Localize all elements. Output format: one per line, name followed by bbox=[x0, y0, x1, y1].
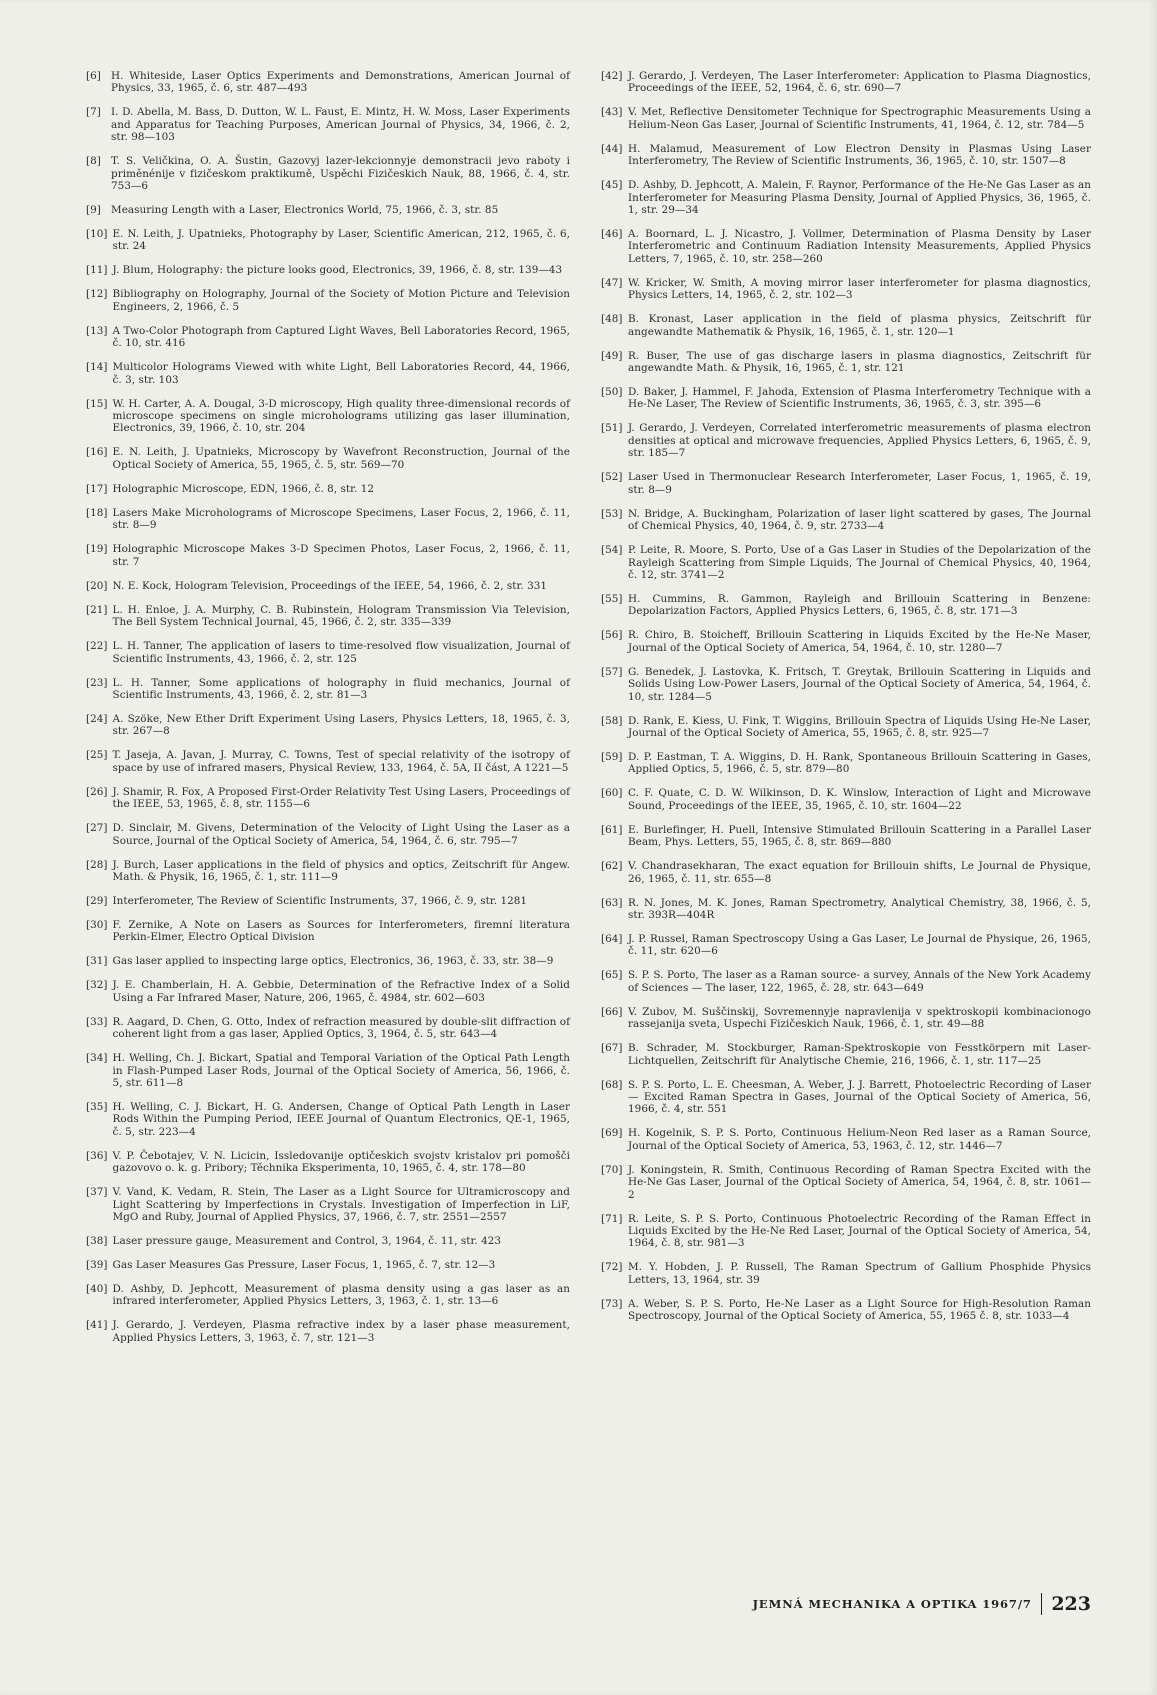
reference-text: B. Schrader, M. Stockburger, Raman-Spektroskopie von Fesstkörpern mit Laser-Lichtquellen, Zeitschrift für Analytische Chemie, 216, 1966, č. 1, str. 117—25 bbox=[628, 1042, 1091, 1067]
reference-entry bbox=[86, 1052, 570, 1089]
reference-number: [12] bbox=[86, 288, 108, 301]
reference-number: [7] bbox=[86, 106, 101, 119]
reference-entry bbox=[86, 228, 570, 253]
reference-text: D. Rank, E. Kiess, U. Fink, T. Wiggins, Brillouin Spectra of Liquids Using He-Ne Laser, Journal of the Optical Society of America, 55, 1965, č. 8, str. 925—7 bbox=[628, 714, 1091, 739]
reference-entry bbox=[86, 640, 570, 665]
reference-entry bbox=[86, 70, 570, 95]
reference-entry bbox=[86, 955, 570, 967]
reference-entry bbox=[601, 629, 1091, 654]
reference-entry bbox=[86, 979, 570, 1004]
reference-entry bbox=[86, 1186, 570, 1223]
reference-number: [21] bbox=[86, 603, 108, 616]
reference-number: [33] bbox=[86, 1015, 108, 1028]
reference-text: J. E. Chamberlain, H. A. Gebbie, Determination of the Refractive Index of a Solid Using a Far Infrared Maser, Nature, 206, 1965, č. 4984, str. 602—603 bbox=[112, 979, 570, 1004]
reference-entry bbox=[601, 751, 1091, 776]
reference-number: [35] bbox=[86, 1100, 108, 1113]
reference-text: J. Gerardo, J. Verdeyen, Correlated interferometric measurements of plasma electron densities at optical and microwave frequencies, Applied Physics Letters, 6, 1965, č. 9, str. 185—7 bbox=[628, 422, 1091, 460]
reference-text: T. S. Veličkina, O. A. Šustin, Gazovyj lazer-lekcionnyje demonstracii jevo raboty i priměnénije v fizičeskom praktikumě, Uspěchi Fizičeskich Nauk, 88, 1966, č. 4, str. 753—6 bbox=[111, 155, 570, 193]
reference-text: L. H. Tanner, The application of lasers to time-resolved flow visualization, Journal of Scientific Instruments, 43, 1966, č. 2, str. 125 bbox=[112, 640, 570, 665]
reference-entry bbox=[86, 895, 570, 907]
reference-entry bbox=[86, 1016, 570, 1041]
reference-text: Holographic Microscope, EDN, 1966, č. 8, str. 12 bbox=[112, 482, 375, 495]
reference-text: H. Welling, Ch. J. Bickart, Spatial and Temporal Variation of the Optical Path Length in Flash-Pumped Laser Rods, Journal of the Optical Society of America, 56, 1966, č. 5, str. 611—8 bbox=[112, 1052, 570, 1089]
reference-number: [10] bbox=[86, 228, 108, 241]
reference-number: [25] bbox=[86, 749, 108, 762]
reference-number: [26] bbox=[86, 785, 108, 798]
reference-text: V. P. Čebotajev, V. N. Licicin, Issledovanije optičeskich svojstv kristalov pri pomošči gazovovo o. k. g. Pribory; Těchnika Eksperimenta, 10, 1965, č. 4, str. 178—80 bbox=[112, 1149, 570, 1175]
reference-text: W. Kricker, W. Smith, A moving mirror laser interferometer for plasma diagnostics, Physics Letters, 14, 1965, č. 2, str. 102—3 bbox=[628, 276, 1091, 302]
reference-entry bbox=[86, 288, 570, 313]
reference-entry bbox=[601, 1127, 1091, 1152]
reference-text: E. Burlefinger, H. Puell, Intensive Stimulated Brillouin Scattering in a Parallel Laser Beam, Phys. Letters, 55, 1965, č. 8, str. 869—880 bbox=[628, 823, 1091, 849]
reference-text: Lasers Make Microholograms of Microscope Specimens, Laser Focus, 2, 1966, č. 11, str. 8—9 bbox=[112, 506, 570, 532]
reference-number: [51] bbox=[601, 422, 623, 435]
reference-text: B. Kronast, Laser application in the field of plasma physics, Zeitschrift für angewandte Mathematik & Physik, 16, 1965, č. 1, str. 120—1 bbox=[628, 313, 1091, 338]
reference-text: R. N. Jones, M. K. Jones, Raman Spectrometry, Analytical Chemistry, 38, 1966, č. 5, str. 393R—404R bbox=[628, 896, 1091, 921]
reference-number: [57] bbox=[601, 665, 623, 678]
reference-text: A. Szöke, New Ether Drift Experiment Using Lasers, Physics Letters, 18, 1965, č. 3, str. 267—8 bbox=[112, 712, 570, 738]
reference-entry bbox=[86, 155, 570, 192]
reference-entry bbox=[86, 786, 570, 811]
reference-number: [17] bbox=[86, 482, 108, 495]
reference-entry bbox=[86, 1319, 570, 1344]
reference-entry bbox=[86, 543, 570, 568]
reference-entry bbox=[601, 106, 1091, 131]
reference-number: [37] bbox=[86, 1186, 108, 1199]
reference-number: [46] bbox=[601, 228, 623, 241]
reference-entry bbox=[86, 398, 570, 435]
reference-text: R. Buser, The use of gas discharge lasers in plasma diagnostics, Zeitschrift für angewandte Math. & Physik, 16, 1965, č. 1, str. 121 bbox=[628, 349, 1091, 375]
reference-text: A Two-Color Photograph from Captured Light Waves, Bell Laboratories Record, 1965, č. 10, str. 416 bbox=[112, 324, 570, 350]
reference-entry bbox=[601, 860, 1091, 885]
reference-number: [36] bbox=[86, 1149, 108, 1162]
reference-number: [41] bbox=[86, 1319, 108, 1332]
reference-text: V. Zubov, M. Suščinskij, Sovremennyje napravlenija v spektroskopii kombinacionogo rassejanija sveta, Uspechi Fizičeskich Nauk, 1966, č. 1, str. 49—88 bbox=[628, 1005, 1091, 1031]
reference-entry bbox=[86, 446, 570, 471]
reference-entry bbox=[86, 106, 570, 143]
reference-text: V. Chandrasekharan, The exact equation for Brillouin shifts, Le Journal de Physique, 26, 1965, č. 11, str. 655—8 bbox=[628, 860, 1091, 885]
reference-number: [13] bbox=[86, 324, 108, 337]
reference-entry bbox=[601, 1261, 1091, 1286]
reference-text: S. P. S. Porto, The laser as a Raman source- a survey, Annals of the New York Academy of Sciences — The laser, 122, 1965, č. 28, str. 643—649 bbox=[628, 969, 1091, 994]
reference-number: [67] bbox=[601, 1042, 623, 1055]
reference-text: J. P. Russel, Raman Spectroscopy Using a Gas Laser, Le Journal de Physique, 26, 1965, č. 11, str. 620—6 bbox=[628, 932, 1091, 958]
reference-number: [59] bbox=[601, 750, 623, 763]
reference-number: [63] bbox=[601, 896, 623, 909]
reference-number: [40] bbox=[86, 1283, 108, 1295]
reference-number: [15] bbox=[86, 397, 108, 410]
reference-number: [56] bbox=[601, 629, 623, 642]
reference-text: Holographic Microscope Makes 3-D Specimen Photos, Laser Focus, 2, 1966, č. 11, str. 7 bbox=[112, 543, 570, 568]
reference-number: [70] bbox=[601, 1163, 623, 1176]
reference-entry bbox=[601, 824, 1091, 849]
reference-entry bbox=[86, 264, 570, 276]
reference-text: P. Leite, R. Moore, S. Porto, Use of a Gas Laser in Studies of the Depolarization of the Rayleigh Scattering from Simple Liquids, The Journal of Chemical Physics, 40, 1964, č. 12, str. 3741—2 bbox=[628, 544, 1091, 581]
reference-number: [54] bbox=[601, 544, 623, 557]
reference-text: F. Zernike, A Note on Lasers as Sources for Interferometers, firemní literatura Perkin-Elmer, Electro Optical Division bbox=[112, 918, 570, 944]
reference-entry bbox=[86, 604, 570, 629]
reference-number: [11] bbox=[86, 264, 108, 277]
reference-text: Gas laser applied to inspecting large optics, Electronics, 36, 1963, č. 33, str. 38—9 bbox=[112, 955, 554, 968]
reference-number: [22] bbox=[86, 640, 108, 653]
reference-number: [16] bbox=[86, 446, 108, 459]
reference-number: [73] bbox=[601, 1297, 623, 1310]
reference-list-left bbox=[86, 70, 570, 1356]
reference-text: Multicolor Holograms Viewed with white Light, Bell Laboratories Record, 44, 1966, č. 3, str. 103 bbox=[112, 361, 570, 386]
footer-divider bbox=[1041, 1593, 1043, 1615]
reference-text: E. N. Leith, J. Upatnieks, Photography by Laser, Scientific American, 212, 1965, č. 6, str. 24 bbox=[112, 228, 570, 253]
reference-number: [27] bbox=[86, 822, 108, 835]
reference-text: H. Malamud, Measurement of Low Electron Density in Plasmas Using Laser Interferometry, The Review of Scientific Instruments, 36, 1965, č. 10, str. 1507—8 bbox=[628, 142, 1091, 168]
reference-entry bbox=[86, 580, 570, 592]
reference-number: [62] bbox=[601, 860, 623, 873]
reference-number: [18] bbox=[86, 506, 108, 519]
reference-number: [72] bbox=[601, 1261, 623, 1274]
reference-number: [60] bbox=[601, 787, 623, 800]
reference-entry bbox=[86, 1259, 570, 1271]
reference-number: [38] bbox=[86, 1235, 108, 1247]
reference-text: H. Kogelnik, S. P. S. Porto, Continuous Helium-Neon Red laser as a Raman Source, Journal of the Optical Society of America, 53, 1963, č. 12, str. 1446—7 bbox=[628, 1127, 1091, 1152]
reference-text: J. Burch, Laser applications in the field of physics and optics, Zeitschrift für Angew. Math. & Physik, 16, 1965, č. 1, str. 111—9 bbox=[112, 858, 570, 883]
reference-number: [69] bbox=[601, 1127, 623, 1140]
reference-number: [58] bbox=[601, 714, 623, 727]
reference-entry bbox=[601, 1164, 1091, 1201]
reference-entry bbox=[601, 350, 1091, 375]
reference-text: R. Leite, S. P. S. Porto, Continuous Photoelectric Recording of the Raman Effect in Liquids Excited by the He-Ne Red Laser, Journal of the Optical Society of America, 54, 1964, č. 8, str. 981—3 bbox=[628, 1212, 1091, 1250]
reference-entry bbox=[601, 593, 1091, 618]
reference-entry bbox=[86, 1101, 570, 1138]
reference-entry bbox=[86, 325, 570, 350]
reference-entry bbox=[86, 204, 570, 216]
reference-entry bbox=[86, 859, 570, 884]
reference-number: [52] bbox=[601, 471, 623, 484]
reference-number: [47] bbox=[601, 276, 623, 289]
reference-text: H. Whiteside, Laser Optics Experiments and Demonstrations, American Journal of Physics, 33, 1965, č. 6, str. 487—493 bbox=[111, 70, 570, 95]
reference-text: D. Sinclair, M. Givens, Determination of the Velocity of Light Using the Laser as a Source, Journal of the Optical Society of America, 54, 1964, č. 6, str. 795—7 bbox=[112, 822, 570, 847]
reference-number: [32] bbox=[86, 979, 108, 992]
reference-number: [6] bbox=[86, 70, 101, 82]
reference-number: [29] bbox=[86, 894, 108, 907]
reference-number: [49] bbox=[601, 349, 623, 362]
reference-entry bbox=[601, 386, 1091, 411]
reference-number: [34] bbox=[86, 1052, 108, 1065]
reference-entry bbox=[601, 544, 1091, 581]
reference-text: Bibliography on Holography, Journal of the Society of Motion Picture and Television Engineers, 2, 1966, č. 5 bbox=[112, 288, 570, 313]
reference-text: Interferometer, The Review of Scientific Instruments, 37, 1966, č. 9, str. 1281 bbox=[112, 894, 528, 907]
reference-entry bbox=[601, 179, 1091, 216]
reference-text: J. Gerardo, J. Verdeyen, Plasma refractive index by a laser phase measurement, Applied Physics Letters, 3, 1963, č. 7, str. 121—3 bbox=[112, 1319, 570, 1344]
reference-text: W. H. Carter, A. A. Dougal, 3-D microscopy, High quality three-dimensional records of microscope specimens on single microholograms utilizing gas laser illumination, Electronics, 39, 1966, č. 10, str. 204 bbox=[112, 397, 570, 435]
reference-text: H. Cummins, R. Gammon, Rayleigh and Brillouin Scattering in Benzene: Depolarization Factors, Applied Physics Letters, 6, 1965, č. 8, str. 171—3 bbox=[628, 592, 1091, 618]
reference-number: [50] bbox=[601, 386, 623, 399]
reference-entry bbox=[601, 897, 1091, 922]
reference-entry bbox=[86, 1150, 570, 1175]
reference-number: [31] bbox=[86, 955, 108, 968]
reference-entry bbox=[601, 1079, 1091, 1116]
page-footer bbox=[753, 1593, 1091, 1615]
reference-entry bbox=[601, 70, 1091, 95]
reference-entry bbox=[86, 1235, 570, 1247]
reference-number: [45] bbox=[601, 179, 623, 192]
reference-entry bbox=[601, 1298, 1091, 1323]
reference-entry bbox=[86, 361, 570, 386]
reference-number: [28] bbox=[86, 858, 108, 871]
reference-number: [68] bbox=[601, 1078, 623, 1091]
reference-text: L. H. Tanner, Some applications of holography in fluid mechanics, Journal of Scientific Instruments, 43, 1966, č. 2, str. 81—3 bbox=[112, 676, 570, 701]
reference-text: L. H. Enloe, J. A. Murphy, C. B. Rubinstein, Hologram Transmission Via Television, The Bell System Technical Journal, 45, 1966, č. 2, str. 335—339 bbox=[112, 603, 570, 629]
reference-entry bbox=[601, 1006, 1091, 1031]
reference-entry bbox=[601, 715, 1091, 740]
reference-text: D. Ashby, D. Jephcott, A. Malein, F. Raynor, Performance of the He-Ne Gas Laser as an Interferometer for Measuring Plasma Density, Journal of Applied Physics, 36, 1965, č. 1, str. 29—34 bbox=[628, 179, 1091, 217]
reference-number: [43] bbox=[601, 106, 623, 119]
reference-entry bbox=[601, 313, 1091, 338]
reference-text: Measuring Length with a Laser, Electronics World, 75, 1966, č. 3, str. 85 bbox=[111, 204, 499, 217]
reference-text: N. Bridge, A. Buckingham, Polarization of laser light scattered by gases, The Journal of Chemical Physics, 40, 1964, č. 9, str. 2733—4 bbox=[628, 507, 1091, 533]
reference-entry bbox=[601, 422, 1091, 459]
reference-text: S. P. S. Porto, L. E. Cheesman, A. Weber, J. J. Barrett, Photoelectric Recording of Laser — Excited Raman Spectra in Gases, Journal of the Optical Society of America, 56, 1966, č. 4, str. 551 bbox=[628, 1078, 1091, 1116]
reference-text: J. Gerardo, J. Verdeyen, The Laser Interferometer: Application to Plasma Diagnostics, Proceedings of the IEEE, 52, 1964, č. 6, str. 690—7 bbox=[628, 70, 1091, 95]
reference-entry bbox=[86, 713, 570, 738]
reference-number: [20] bbox=[86, 579, 108, 592]
reference-number: [9] bbox=[86, 204, 101, 217]
reference-entry bbox=[601, 787, 1091, 812]
reference-entry bbox=[601, 933, 1091, 958]
reference-text: V. Met, Reflective Densitometer Technique for Spectrographic Measurements Using a Helium-Neon Gas Laser, Journal of Scientific Instruments, 41, 1964, č. 12, str. 784—5 bbox=[628, 106, 1091, 131]
reference-text: A. Boornard, L. J. Nicastro, J. Vollmer, Determination of Plasma Density by Laser Interferometric and Continuum Radiation Intensity Measurements, Applied Physics Letters, 7, 1965, č. 10, str. 258—260 bbox=[628, 228, 1091, 265]
reference-text: R. Aagard, D. Chen, G. Otto, Index of refraction measured by double-slit diffraction of coherent light from a gas laser, Applied Optics, 3, 1964, č. 5, str. 643—4 bbox=[112, 1015, 570, 1041]
reference-entry bbox=[601, 969, 1091, 994]
reference-text: Laser pressure gauge, Measurement and Control, 3, 1964, č. 11, str. 423 bbox=[112, 1235, 502, 1247]
reference-entry bbox=[86, 822, 570, 847]
reference-entry bbox=[601, 666, 1091, 703]
reference-entry bbox=[601, 508, 1091, 533]
reference-text: R. Chiro, B. Stoicheff, Brillouin Scattering in Liquids Excited by the He-Ne Maser, Journal of the Optical Society of America, 54, 1964, č. 10, str. 1280—7 bbox=[628, 629, 1091, 654]
reference-number: [53] bbox=[601, 507, 623, 520]
reference-number: [14] bbox=[86, 361, 108, 374]
reference-entry bbox=[601, 471, 1091, 496]
reference-text: E. N. Leith, J. Upatnieks, Microscopy by Wavefront Reconstruction, Journal of the Optical Society of America, 55, 1965, č. 5, str. 569—70 bbox=[112, 446, 570, 471]
reference-number: [24] bbox=[86, 712, 108, 725]
reference-number: [65] bbox=[601, 969, 623, 982]
reference-text: D. Baker, J. Hammel, F. Jahoda, Extension of Plasma Interferometry Technique with a He-Ne Laser, The Review of Scientific Instruments, 36, 1965, č. 3, str. 395—6 bbox=[628, 386, 1091, 411]
reference-number: [30] bbox=[86, 918, 108, 931]
reference-entry bbox=[601, 1042, 1091, 1067]
reference-entry bbox=[601, 143, 1091, 168]
reference-text: V. Vand, K. Vedam, R. Stein, The Laser as a Light Source for Ultramicroscopy and Light Scattering by Imperfections in Crystals. Investigation of Imperfection in LiF, MgO and Ruby, Journal of Applied Physics, 37, 1966, č. 7, str. 2551—2557 bbox=[112, 1186, 570, 1223]
reference-text: T. Jaseja, A. Javan, J. Murray, C. Towns, Test of special relativity of the isotropy of space by use of infrared masers, Physical Review, 133, 1964, č. 5A, II část, A 1221—5 bbox=[112, 749, 570, 774]
reference-number: [19] bbox=[86, 543, 108, 556]
reference-number: [64] bbox=[601, 932, 623, 945]
reference-entry bbox=[601, 277, 1091, 302]
reference-text: Laser Used in Thermonuclear Research Interferometer, Laser Focus, 1, 1965, č. 19, str. 8—9 bbox=[628, 471, 1091, 496]
reference-entry bbox=[601, 1213, 1091, 1250]
reference-text: H. Welling, C. J. Bickart, H. G. Andersen, Change of Optical Path Length in Laser Rods Within the Pumping Period, IEEE Journal of Quantum Electronics, QE-1, 1965, č. 5, str. 223—4 bbox=[112, 1100, 570, 1138]
reference-text: A. Weber, S. P. S. Porto, He-Ne Laser as a Light Source for High-Resolution Raman Spectroscopy, Journal of the Optical Society of America, 55, 1965 č. 8, str. 1033—4 bbox=[628, 1297, 1091, 1323]
reference-number: [42] bbox=[601, 70, 623, 82]
reference-number: [8] bbox=[86, 155, 101, 168]
reference-text: J. Koningstein, R. Smith, Continuous Recording of Raman Spectra Excited with the He-Ne Gas Laser, Journal of the Optical Society of America, 54, 1964, č. 8, str. 1061—2 bbox=[628, 1163, 1091, 1201]
reference-number: [23] bbox=[86, 676, 108, 689]
reference-text: J. Blum, Holography: the picture looks good, Electronics, 39, 1966, č. 8, str. 139—43 bbox=[112, 264, 563, 277]
reference-number: [39] bbox=[86, 1259, 108, 1271]
reference-text: Gas Laser Measures Gas Pressure, Laser Focus, 1, 1965, č. 7, str. 12—3 bbox=[112, 1259, 496, 1271]
reference-entry bbox=[86, 483, 570, 495]
reference-text: N. E. Kock, Hologram Television, Proceedings of the IEEE, 54, 1966, č. 2, str. 331 bbox=[112, 579, 548, 592]
reference-number: [55] bbox=[601, 592, 623, 605]
reference-number: [44] bbox=[601, 142, 623, 155]
reference-number: [66] bbox=[601, 1005, 623, 1018]
reference-text: M. Y. Hobden, J. P. Russell, The Raman Spectrum of Gallium Phosphide Physics Letters, 13, 1964, str. 39 bbox=[628, 1261, 1091, 1286]
reference-number: [61] bbox=[601, 823, 623, 836]
journal-name: JEMNÁ MECHANIKA A OPTIKA 1967/7 bbox=[752, 1597, 1032, 1611]
reference-entry bbox=[86, 677, 570, 702]
reference-entry bbox=[601, 228, 1091, 265]
reference-text: D. P. Eastman, T. A. Wiggins, D. H. Rank, Spontaneous Brillouin Scattering in Gases, Applied Optics, 5, 1966, č. 5, str. 879—80 bbox=[628, 750, 1091, 776]
reference-entry bbox=[86, 507, 570, 532]
reference-entry bbox=[86, 1283, 570, 1308]
reference-entry bbox=[86, 749, 570, 774]
reference-text: I. D. Abella, M. Bass, D. Dutton, W. L. Faust, E. Mintz, H. W. Moss, Laser Experiments and Apparatus for Teaching Purposes, American Journal of Physics, 34, 1966, č. 2, str. 98—103 bbox=[111, 106, 570, 144]
reference-text: G. Benedek, J. Lastovka, K. Fritsch, T. Greytak, Brillouin Scattering in Liquids and Solids Using Low-Power Lasers, Journal of the Optical Society of America, 54, 1964, č. 10, str. 1284—5 bbox=[628, 665, 1091, 703]
reference-text: J. Shamir, R. Fox, A Proposed First-Order Relativity Test Using Lasers, Proceedings of the IEEE, 53, 1965, č. 8, str. 1155—6 bbox=[112, 785, 570, 811]
page-number: 223 bbox=[1051, 1593, 1091, 1615]
reference-text: D. Ashby, D. Jephcott, Measurement of plasma density using a gas laser as an infrared interferometer, Applied Physics Letters, 3, 1963, č. 1, str. 13—6 bbox=[112, 1283, 570, 1308]
reference-number: [71] bbox=[601, 1212, 623, 1225]
reference-text: C. F. Quate, C. D. W. Wilkinson, D. K. Winslow, Interaction of Light and Microwave Sound, Proceedings of the IEEE, 35, 1965, č. 10, str. 1604—22 bbox=[628, 787, 1091, 812]
reference-list-right bbox=[601, 70, 1091, 1334]
reference-number: [48] bbox=[601, 313, 623, 326]
reference-entry bbox=[86, 919, 570, 944]
